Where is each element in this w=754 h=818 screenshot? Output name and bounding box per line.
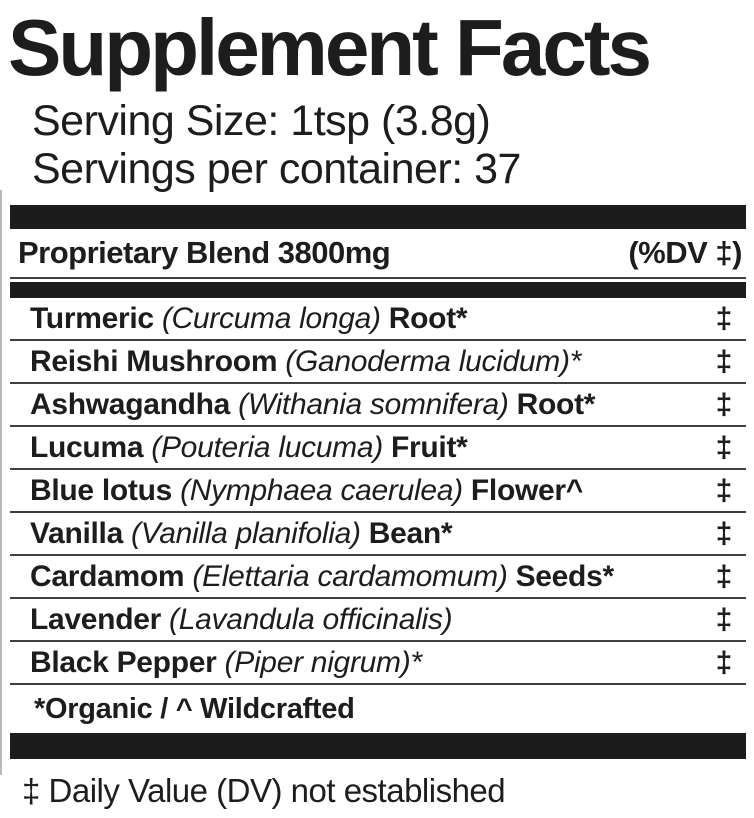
label-title: Supplement Facts <box>8 3 650 92</box>
ingredient-text: Turmeric (Curcuma longa) Root* <box>30 301 468 335</box>
ingredient-text: Reishi Mushroom (Ganoderma lucidum)* <box>30 344 582 378</box>
servings-per-container-line: Servings per container: 37 <box>32 144 521 193</box>
dv-symbol: ‡ <box>715 301 732 335</box>
ingredient-table <box>10 298 746 685</box>
blend-header-row <box>10 229 746 279</box>
divider-bar-bottom <box>10 733 746 759</box>
ingredient-row-cardamom <box>10 556 746 599</box>
ingredient-row-turmeric <box>10 298 746 341</box>
dv-symbol: ‡ <box>715 387 732 421</box>
ingredient-text: Lucuma (Pouteria lucuma) Fruit* <box>30 430 468 464</box>
organic-wildcrafted-note: *Organic / ^ Wildcrafted <box>34 692 355 725</box>
divider-bar-top <box>10 205 746 229</box>
dv-symbol: ‡ <box>715 344 732 378</box>
daily-value-footnote: ‡ Daily Value (DV) not established <box>22 772 506 810</box>
dv-symbol: ‡ <box>715 602 732 636</box>
dv-symbol: ‡ <box>715 559 732 593</box>
divider-bar-header <box>10 282 746 298</box>
dv-header-label: (%DV ‡) <box>628 235 742 271</box>
ingredient-text: Lavender (Lavandula officinalis) <box>30 602 453 636</box>
ingredient-text: Black Pepper (Piper nigrum)* <box>30 645 422 679</box>
ingredient-row-ashwagandha <box>10 384 746 427</box>
dv-symbol: ‡ <box>715 473 732 507</box>
ingredient-text: Blue lotus (Nymphaea caerulea) Flower^ <box>30 473 583 507</box>
left-edge-line <box>0 190 2 775</box>
ingredient-text: Cardamom (Elettaria cardamomum) Seeds* <box>30 559 614 593</box>
ingredient-text: Ashwagandha (Withania somnifera) Root* <box>30 387 596 421</box>
ingredient-row-lucuma <box>10 427 746 470</box>
ingredient-row-vanilla <box>10 513 746 556</box>
serving-info <box>32 97 746 193</box>
ingredient-row-lavender <box>10 599 746 642</box>
ingredient-text: Vanilla (Vanilla planifolia) Bean* <box>30 516 453 550</box>
dv-symbol: ‡ <box>715 430 732 464</box>
ingredient-row-reishi-mushroom <box>10 341 746 384</box>
blend-label: Proprietary Blend 3800mg <box>18 235 391 271</box>
ingredient-row-blue-lotus <box>10 470 746 513</box>
serving-size-line: Serving Size: 1tsp (3.8g) <box>32 96 491 145</box>
dv-symbol: ‡ <box>715 516 732 550</box>
ingredient-row-black-pepper <box>10 642 746 685</box>
dv-symbol: ‡ <box>715 645 732 679</box>
